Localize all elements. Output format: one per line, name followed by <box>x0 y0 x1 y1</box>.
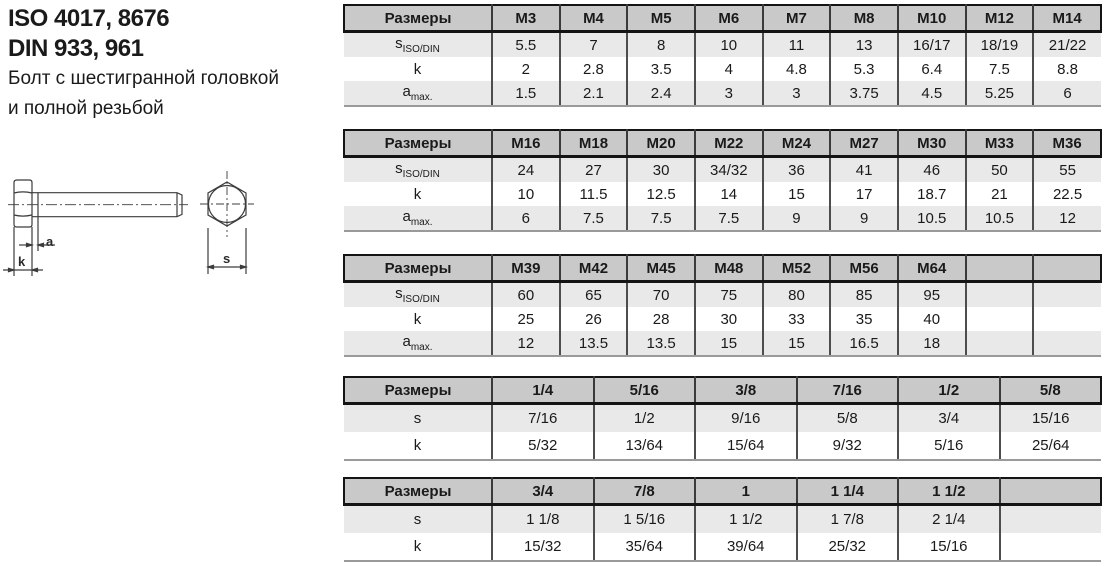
table-row <box>344 404 1101 433</box>
dimensions-table-1 <box>343 4 1102 107</box>
data-cell: 9/16 <box>695 404 797 433</box>
data-cell: 25/64 <box>1000 432 1102 460</box>
corner-header-cell: Размеры <box>344 478 492 505</box>
size-header-cell: M56 <box>830 255 898 282</box>
data-cell: 4.5 <box>898 81 966 106</box>
data-cell: 5/8 <box>797 404 899 433</box>
size-header-cell: M3 <box>492 5 560 32</box>
size-header-cell <box>1000 478 1102 505</box>
size-header-cell: M6 <box>695 5 763 32</box>
corner-header-cell: Размеры <box>344 255 492 282</box>
bolt-technical-drawing <box>0 155 290 335</box>
data-cell: 13 <box>830 32 898 58</box>
table-row <box>344 57 1101 81</box>
data-cell: 55 <box>1033 157 1101 183</box>
data-cell: 8.8 <box>1033 57 1101 81</box>
data-cell: 10.5 <box>966 206 1034 231</box>
data-cell: 33 <box>763 307 831 331</box>
table-row <box>344 505 1101 534</box>
size-header-cell: 1 <box>695 478 797 505</box>
size-header-cell: 1 1/2 <box>898 478 1000 505</box>
row-label: k <box>344 307 492 331</box>
size-header-cell: M45 <box>627 255 695 282</box>
description-line-1: Болт с шестигранной головкой <box>8 68 279 89</box>
data-cell <box>1033 307 1101 331</box>
data-cell: 18.7 <box>898 182 966 206</box>
header-row <box>344 377 1101 404</box>
row-label: k <box>344 57 492 81</box>
data-cell: 24 <box>492 157 560 183</box>
data-cell: 15 <box>763 182 831 206</box>
size-header-cell: M14 <box>1033 5 1101 32</box>
data-cell: 6 <box>492 206 560 231</box>
size-header-cell: 1/4 <box>492 377 594 404</box>
row-label: $a_{max.}$ <box>344 331 492 356</box>
data-cell: 85 <box>830 282 898 308</box>
size-header-cell: M16 <box>492 130 560 157</box>
table-row <box>344 182 1101 206</box>
table-row <box>344 282 1101 308</box>
data-cell: 5.5 <box>492 32 560 58</box>
data-cell <box>1000 533 1102 561</box>
data-cell: 50 <box>966 157 1034 183</box>
data-cell: 7/16 <box>492 404 594 433</box>
data-cell: 2.4 <box>627 81 695 106</box>
size-header-cell: M22 <box>695 130 763 157</box>
size-header-cell: M33 <box>966 130 1034 157</box>
size-header-cell: 3/8 <box>695 377 797 404</box>
dimension-label-k: k <box>18 254 26 269</box>
data-cell: 18 <box>898 331 966 356</box>
data-cell: 1 1/2 <box>695 505 797 534</box>
size-header-cell: M4 <box>560 5 628 32</box>
data-cell: 7.5 <box>966 57 1034 81</box>
data-cell: 1.5 <box>492 81 560 106</box>
table-row <box>344 32 1101 58</box>
data-cell: 8 <box>627 32 695 58</box>
size-header-cell: M24 <box>763 130 831 157</box>
data-cell: 15/16 <box>898 533 1000 561</box>
data-cell: 65 <box>560 282 628 308</box>
size-header-cell <box>1033 255 1101 282</box>
data-cell: 12.5 <box>627 182 695 206</box>
data-cell: 21 <box>966 182 1034 206</box>
corner-header-cell: Размеры <box>344 130 492 157</box>
table-row <box>344 533 1101 561</box>
data-cell: 5.25 <box>966 81 1034 106</box>
data-cell: 21/22 <box>1033 32 1101 58</box>
data-cell: 25/32 <box>797 533 899 561</box>
description-line-2: и полной резьбой <box>8 98 164 119</box>
size-header-cell <box>966 255 1034 282</box>
data-cell <box>1000 505 1102 534</box>
data-cell: 3 <box>763 81 831 106</box>
title-block <box>8 4 338 124</box>
data-cell: 15/32 <box>492 533 594 561</box>
data-cell: 15 <box>763 331 831 356</box>
data-cell: 6.4 <box>898 57 966 81</box>
data-cell: 5.3 <box>830 57 898 81</box>
data-cell: 35 <box>830 307 898 331</box>
data-cell <box>966 307 1034 331</box>
size-header-cell: M64 <box>898 255 966 282</box>
header-row <box>344 478 1101 505</box>
data-cell <box>966 331 1034 356</box>
data-cell: 36 <box>763 157 831 183</box>
data-cell: 13.5 <box>627 331 695 356</box>
data-cell: 1 5/16 <box>594 505 696 534</box>
data-cell: 28 <box>627 307 695 331</box>
data-cell: 3.5 <box>627 57 695 81</box>
header-row <box>344 130 1101 157</box>
data-cell: 15 <box>695 331 763 356</box>
dimensions-table-2 <box>343 129 1102 232</box>
table-row <box>344 157 1101 183</box>
size-header-cell: 5/16 <box>594 377 696 404</box>
row-label: $s_{ISO/DIN}$ <box>344 157 492 183</box>
size-header-cell: M27 <box>830 130 898 157</box>
data-cell: 1 1/8 <box>492 505 594 534</box>
data-cell: 60 <box>492 282 560 308</box>
data-cell: 27 <box>560 157 628 183</box>
data-cell: 26 <box>560 307 628 331</box>
corner-header-cell: Размеры <box>344 377 492 404</box>
data-cell: 18/19 <box>966 32 1034 58</box>
data-cell: 9 <box>763 206 831 231</box>
data-cell: 22.5 <box>1033 182 1101 206</box>
row-label: $a_{max.}$ <box>344 81 492 106</box>
row-label: s <box>344 505 492 534</box>
row-label: k <box>344 533 492 561</box>
size-header-cell: M39 <box>492 255 560 282</box>
table-row <box>344 81 1101 106</box>
size-header-cell: M5 <box>627 5 695 32</box>
row-label: $a_{max.}$ <box>344 206 492 231</box>
data-cell: 3/4 <box>898 404 1000 433</box>
data-cell: 5/32 <box>492 432 594 460</box>
row-label: $s_{ISO/DIN}$ <box>344 282 492 308</box>
standard-iso: ISO 4017, 8676 <box>8 5 170 32</box>
header-row <box>344 5 1101 32</box>
data-cell: 9/32 <box>797 432 899 460</box>
row-label: k <box>344 432 492 460</box>
data-cell <box>1033 331 1101 356</box>
data-cell: 15/64 <box>695 432 797 460</box>
data-cell: 4 <box>695 57 763 81</box>
tables-area <box>343 0 1100 566</box>
data-cell: 40 <box>898 307 966 331</box>
data-cell: 7 <box>560 32 628 58</box>
size-header-cell: M18 <box>560 130 628 157</box>
size-header-cell: 1 1/4 <box>797 478 899 505</box>
data-cell: 16/17 <box>898 32 966 58</box>
data-cell: 12 <box>1033 206 1101 231</box>
data-cell: 4.8 <box>763 57 831 81</box>
size-header-cell: M20 <box>627 130 695 157</box>
data-cell: 9 <box>830 206 898 231</box>
data-cell: 3.75 <box>830 81 898 106</box>
data-cell: 7.5 <box>560 206 628 231</box>
size-header-cell: M36 <box>1033 130 1101 157</box>
data-cell: 1 7/8 <box>797 505 899 534</box>
data-cell: 95 <box>898 282 966 308</box>
size-header-cell: 1/2 <box>898 377 1000 404</box>
data-cell: 30 <box>627 157 695 183</box>
data-cell: 80 <box>763 282 831 308</box>
data-cell <box>966 282 1034 308</box>
data-cell: 13.5 <box>560 331 628 356</box>
size-header-cell: M12 <box>966 5 1034 32</box>
data-cell: 70 <box>627 282 695 308</box>
data-cell: 13/64 <box>594 432 696 460</box>
row-label: k <box>344 182 492 206</box>
size-header-cell: M10 <box>898 5 966 32</box>
data-cell: 17 <box>830 182 898 206</box>
dimensions-table-3 <box>343 254 1102 357</box>
corner-header-cell: Размеры <box>344 5 492 32</box>
data-cell <box>1033 282 1101 308</box>
table-row <box>344 432 1101 460</box>
data-cell: 10 <box>695 32 763 58</box>
data-cell: 30 <box>695 307 763 331</box>
data-cell: 2 <box>492 57 560 81</box>
dimension-label-s: s <box>223 251 231 266</box>
data-cell: 11.5 <box>560 182 628 206</box>
data-cell: 2.8 <box>560 57 628 81</box>
data-cell: 39/64 <box>695 533 797 561</box>
data-cell: 5/16 <box>898 432 1000 460</box>
data-cell: 7.5 <box>627 206 695 231</box>
size-header-cell: M8 <box>830 5 898 32</box>
data-cell: 75 <box>695 282 763 308</box>
data-cell: 1/2 <box>594 404 696 433</box>
size-header-cell: 5/8 <box>1000 377 1102 404</box>
row-label: s <box>344 404 492 433</box>
data-cell: 3 <box>695 81 763 106</box>
size-header-cell: 7/8 <box>594 478 696 505</box>
data-cell: 2.1 <box>560 81 628 106</box>
dimension-label-a: a <box>46 234 54 249</box>
size-header-cell: 7/16 <box>797 377 899 404</box>
data-cell: 35/64 <box>594 533 696 561</box>
table-row <box>344 331 1101 356</box>
data-cell: 7.5 <box>695 206 763 231</box>
data-cell: 41 <box>830 157 898 183</box>
data-cell: 2 1/4 <box>898 505 1000 534</box>
dimensions-table-5 <box>343 477 1102 562</box>
size-header-cell: M30 <box>898 130 966 157</box>
data-cell: 6 <box>1033 81 1101 106</box>
data-cell: 10 <box>492 182 560 206</box>
data-cell: 16.5 <box>830 331 898 356</box>
size-header-cell: 3/4 <box>492 478 594 505</box>
data-cell: 34/32 <box>695 157 763 183</box>
size-header-cell: M7 <box>763 5 831 32</box>
data-cell: 11 <box>763 32 831 58</box>
data-cell: 15/16 <box>1000 404 1102 433</box>
data-cell: 12 <box>492 331 560 356</box>
standard-din: DIN 933, 961 <box>8 35 144 62</box>
size-header-cell: M48 <box>695 255 763 282</box>
size-header-cell: M52 <box>763 255 831 282</box>
table-row <box>344 206 1101 231</box>
dimensions-table-4 <box>343 376 1102 461</box>
data-cell: 46 <box>898 157 966 183</box>
table-row <box>344 307 1101 331</box>
header-row <box>344 255 1101 282</box>
data-cell: 25 <box>492 307 560 331</box>
bolt-side-view <box>3 180 188 276</box>
data-cell: 14 <box>695 182 763 206</box>
size-header-cell: M42 <box>560 255 628 282</box>
row-label: $s_{ISO/DIN}$ <box>344 32 492 58</box>
data-cell: 10.5 <box>898 206 966 231</box>
